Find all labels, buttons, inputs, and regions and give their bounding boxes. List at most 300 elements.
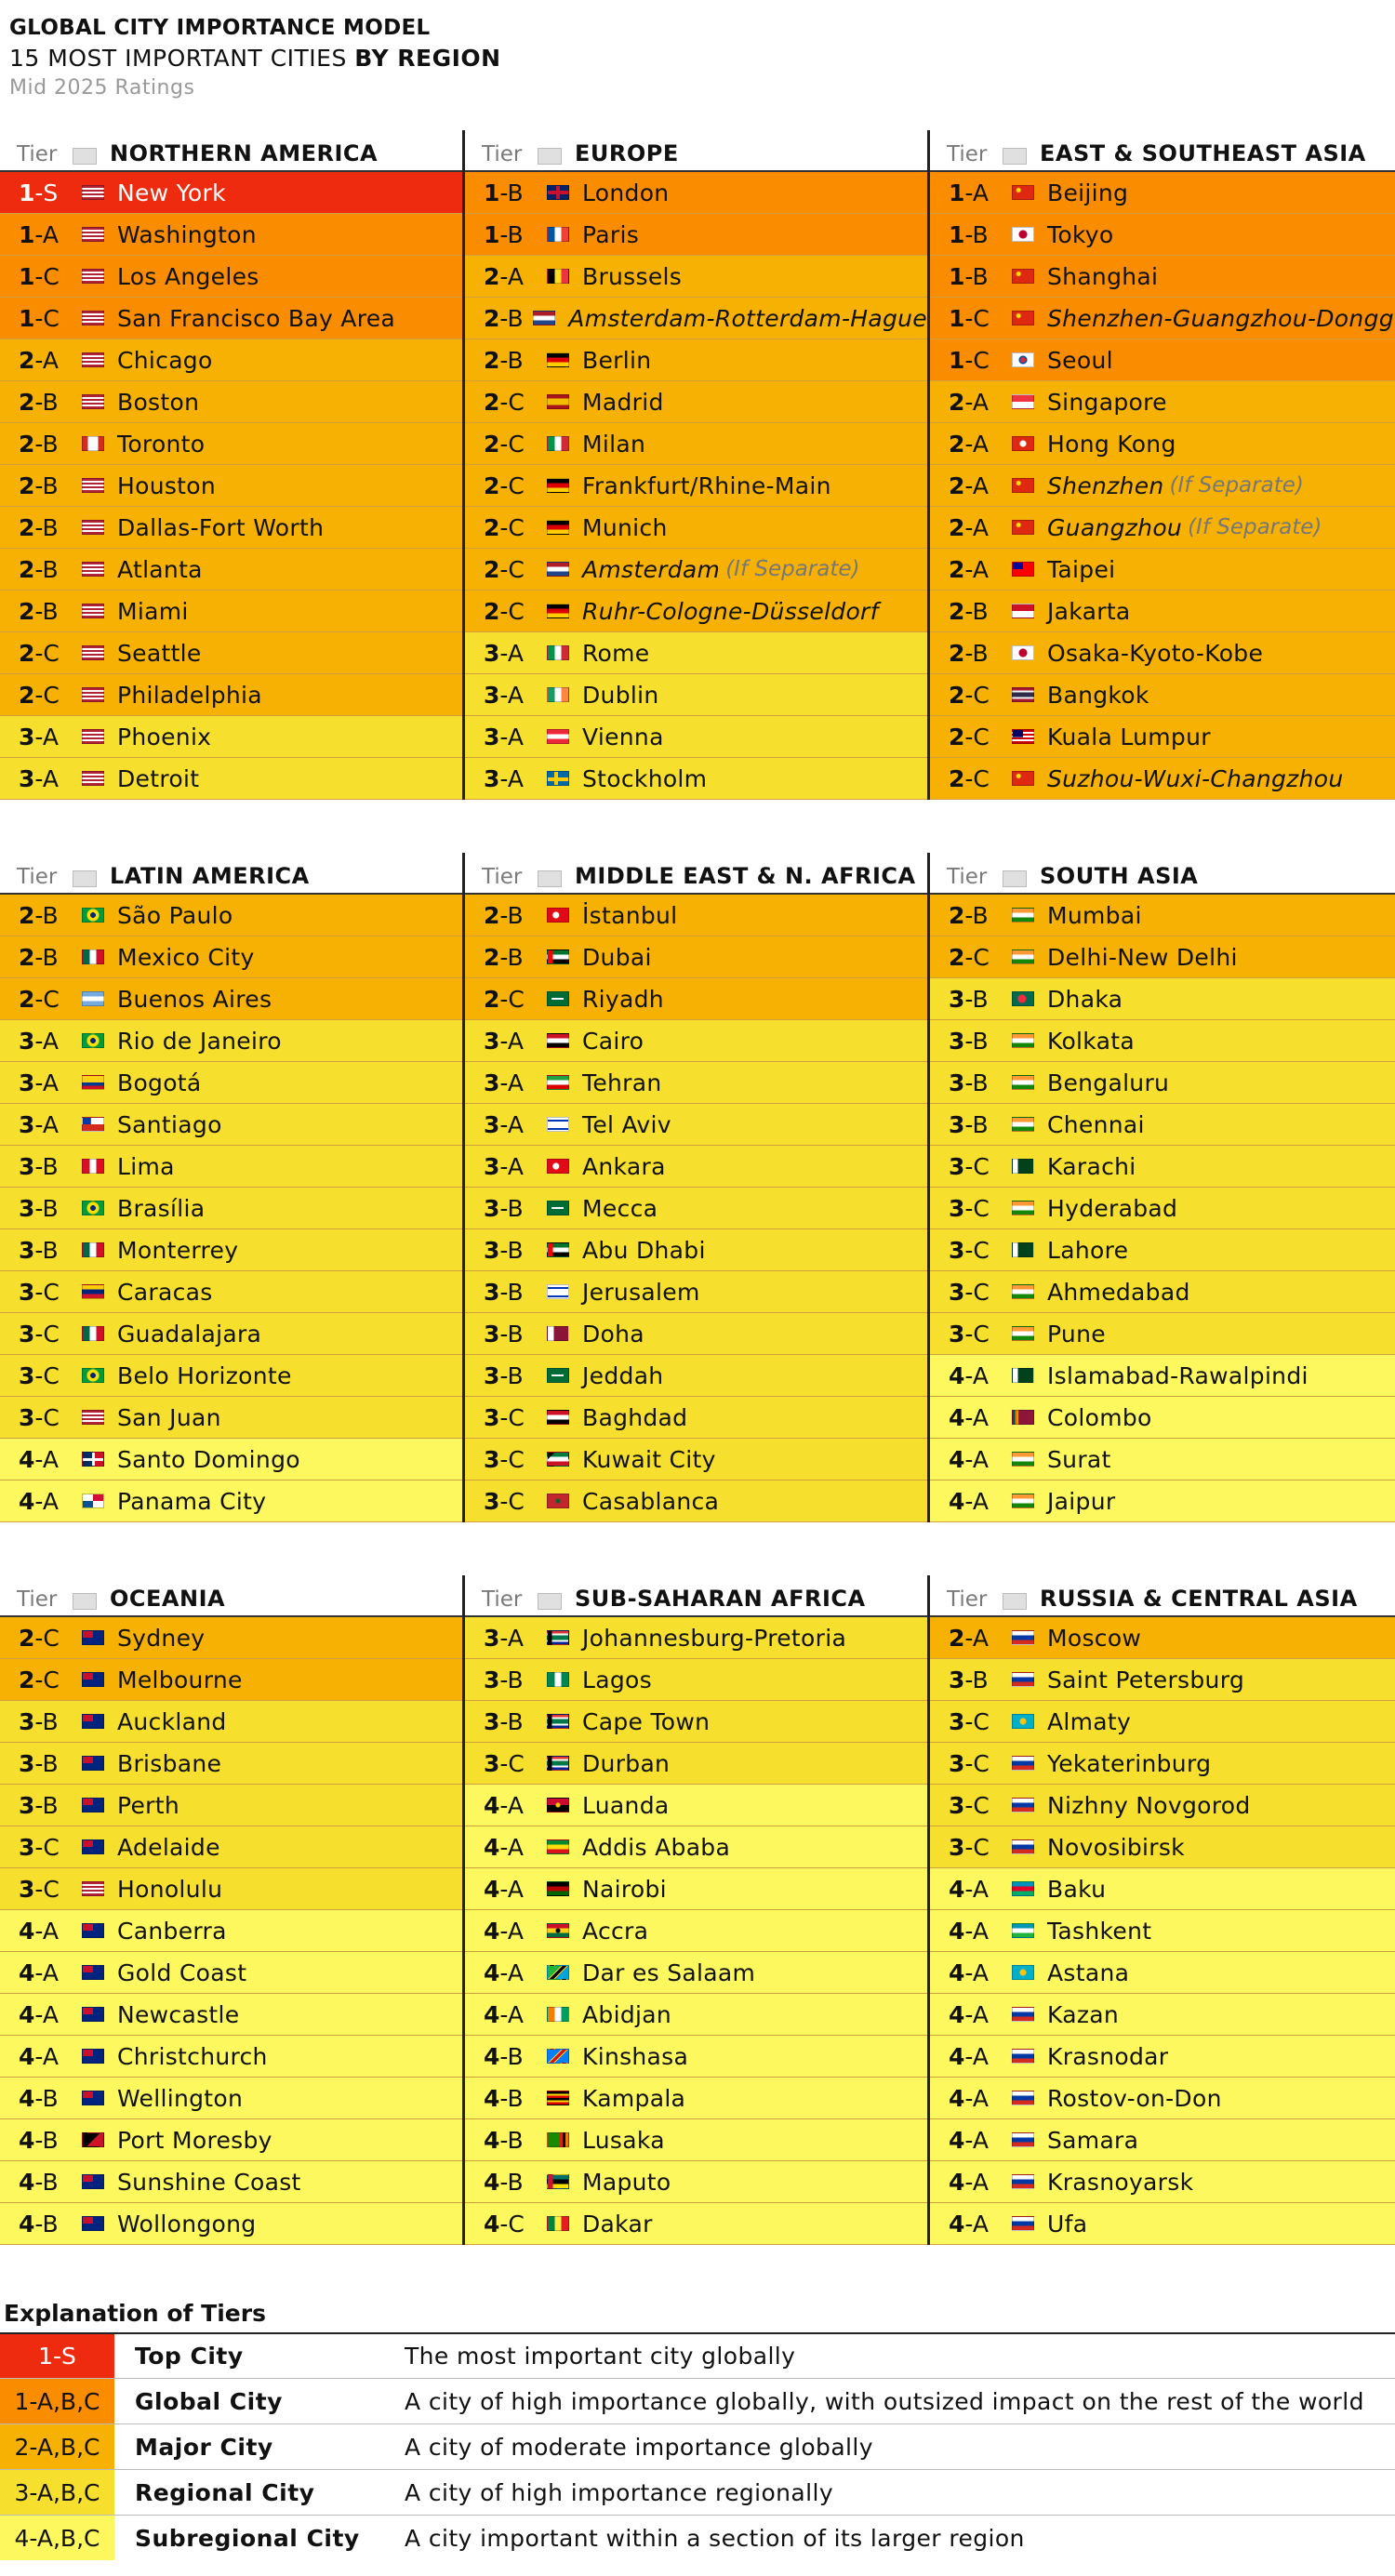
city-name: Moscow — [1047, 1624, 1142, 1652]
it-flag-icon — [547, 436, 569, 451]
city-row — [930, 172, 1395, 214]
subtitle-emphasis: BY REGION — [354, 45, 501, 72]
city-name: Pune — [1047, 1320, 1106, 1348]
region-column — [930, 130, 1395, 800]
city-row — [465, 1229, 927, 1271]
city-name: Newcastle — [117, 2000, 240, 2028]
tier-badge: 3-C — [19, 1320, 60, 1348]
city-name: Shenzhen — [1047, 471, 1164, 499]
tier-badge: 2-B — [19, 430, 59, 458]
tier-badge: 4-A — [19, 1917, 59, 1945]
tier-badge: 4-A — [949, 2084, 989, 2112]
cn-flag-icon — [1012, 478, 1034, 493]
tier-column-label: Tier — [947, 1587, 988, 1612]
city-name: Beijing — [1047, 179, 1129, 206]
city-row — [0, 1104, 462, 1146]
kz-flag-icon — [1012, 1965, 1034, 1980]
in-flag-icon — [1012, 1326, 1034, 1341]
city-name: Jaipur — [1047, 1487, 1116, 1515]
city-row — [465, 2119, 927, 2161]
tier-badge: 4-A — [19, 2042, 59, 2070]
tier-badge: 3-A — [484, 1069, 524, 1096]
zm-flag-icon — [547, 2132, 569, 2147]
tier-badge: 2-C — [19, 681, 60, 709]
eg-flag-icon — [547, 1033, 569, 1048]
tier-badge: 3-B — [484, 1278, 524, 1306]
city-name: Brussels — [582, 262, 683, 290]
ru-flag-icon — [1012, 1839, 1034, 1854]
white-flag-icon — [1003, 148, 1027, 165]
city-row — [0, 1481, 462, 1522]
city-name: Jeddah — [582, 1361, 664, 1389]
city-row — [0, 1743, 462, 1785]
in-flag-icon — [1012, 1117, 1034, 1132]
tz-flag-icon — [547, 1965, 569, 1980]
ie-flag-icon — [547, 687, 569, 702]
bd-flag-icon — [1012, 991, 1034, 1006]
city-row — [465, 758, 927, 800]
tier-badge: 1-A — [19, 220, 59, 248]
region-name: LATIN AMERICA — [110, 863, 310, 889]
region-name: SOUTH ASIA — [1040, 863, 1199, 889]
tier-badge: 4-A — [949, 2210, 989, 2237]
au-flag-icon — [82, 1798, 104, 1812]
tier-badge: 3-A — [484, 1110, 524, 1138]
ru-flag-icon — [1012, 1798, 1034, 1812]
tier-badge: 1-B — [484, 179, 524, 206]
city-row — [930, 895, 1395, 936]
city-row — [465, 716, 927, 758]
tier-badge: 2-A — [949, 1624, 989, 1652]
city-row — [930, 1104, 1395, 1146]
city-name: Stockholm — [582, 764, 708, 792]
tier-badge: 3-A — [19, 1069, 59, 1096]
city-name: São Paulo — [117, 901, 233, 929]
city-row — [0, 1659, 462, 1701]
city-row — [465, 172, 927, 214]
city-row — [0, 1994, 462, 2036]
region-name: NORTHERN AMERICA — [110, 140, 379, 166]
city-name: Lusaka — [582, 2126, 665, 2154]
city-row — [0, 1952, 462, 1994]
tier-badge: 4-A — [484, 1833, 524, 1861]
tier-badge: 2-C — [484, 985, 525, 1013]
us-flag-icon — [82, 604, 104, 618]
region-header — [930, 853, 1395, 895]
pe-flag-icon — [82, 1159, 104, 1174]
ng-flag-icon — [547, 1672, 569, 1687]
city-row — [930, 339, 1395, 381]
region-name: EUROPE — [575, 140, 679, 166]
city-row — [465, 1868, 927, 1910]
city-row — [465, 1701, 927, 1743]
ru-flag-icon — [1012, 1630, 1034, 1645]
ae-flag-icon — [547, 949, 569, 964]
tier-description: A city of high importance regionally — [405, 2478, 834, 2506]
tier-badge: 3-C — [484, 1403, 525, 1431]
il-flag-icon — [547, 1117, 569, 1132]
city-row — [465, 381, 927, 423]
city-row — [930, 1994, 1395, 2036]
tier-name: Global City — [135, 2387, 283, 2415]
in-flag-icon — [1012, 1494, 1034, 1508]
city-row — [465, 2161, 927, 2203]
city-row — [930, 591, 1395, 632]
tier-badge: 2-B — [19, 555, 59, 583]
co-flag-icon — [82, 1075, 104, 1090]
city-row — [0, 507, 462, 549]
tier-badge: 3-C — [484, 1445, 525, 1473]
tier-color-badge: 1-S — [0, 2334, 114, 2378]
de-flag-icon — [547, 520, 569, 535]
region-name: SUB-SAHARAN AFRICA — [575, 1586, 866, 1612]
city-row — [465, 1313, 927, 1355]
tier-badge: 3-A — [19, 1110, 59, 1138]
nz-flag-icon — [82, 2049, 104, 2064]
tier-badge: 3-B — [19, 1194, 59, 1222]
region-section — [0, 853, 1395, 1522]
us-flag-icon — [82, 311, 104, 325]
tier-badge: 2-A — [484, 262, 524, 290]
city-row — [930, 632, 1395, 674]
explanation-row — [0, 2469, 1395, 2515]
page-title: GLOBAL CITY IMPORTANCE MODEL — [9, 16, 431, 40]
ru-flag-icon — [1012, 2132, 1034, 2147]
tier-badge: 3-B — [949, 1666, 989, 1693]
city-row — [465, 1617, 927, 1659]
fr-flag-icon — [547, 227, 569, 242]
za-flag-icon — [547, 1756, 569, 1771]
tier-badge: 2-C — [484, 555, 525, 583]
tier-badge: 4-A — [484, 1917, 524, 1945]
jp-flag-icon — [1012, 227, 1034, 242]
us-flag-icon — [82, 562, 104, 577]
tw-flag-icon — [1012, 562, 1034, 577]
city-name: Cape Town — [582, 1707, 711, 1735]
city-row — [465, 1271, 927, 1313]
city-name: Saint Petersburg — [1047, 1666, 1245, 1693]
explanation-row — [0, 2515, 1395, 2560]
city-row — [0, 2161, 462, 2203]
tier-badge: 2-B — [19, 471, 59, 499]
nl-flag-icon — [533, 311, 555, 325]
city-name: Kuala Lumpur — [1047, 723, 1211, 750]
tier-badge: 4-A — [949, 1361, 989, 1389]
et-flag-icon — [547, 1839, 569, 1854]
us-flag-icon — [82, 269, 104, 284]
tier-badge: 4-A — [949, 2126, 989, 2154]
city-name: Krasnoyarsk — [1047, 2168, 1194, 2196]
city-name: Lima — [117, 1152, 175, 1180]
us-flag-icon — [82, 185, 104, 200]
kz-flag-icon — [1012, 1714, 1034, 1729]
city-name: Tokyo — [1047, 220, 1114, 248]
city-row — [930, 978, 1395, 1020]
city-row — [0, 1062, 462, 1104]
city-name: Johannesburg-Pretoria — [582, 1624, 847, 1652]
city-name: Rostov-on-Don — [1047, 2084, 1222, 2112]
city-name: Novosibirsk — [1047, 1833, 1185, 1861]
city-name: Nizhny Novgorod — [1047, 1791, 1251, 1819]
city-row — [0, 172, 462, 214]
city-row — [930, 1020, 1395, 1062]
city-name: Seattle — [117, 639, 202, 667]
city-name: Gold Coast — [117, 1959, 247, 1986]
au-flag-icon — [82, 1756, 104, 1771]
city-row — [930, 1743, 1395, 1785]
region-name: RUSSIA & CENTRAL ASIA — [1040, 1586, 1358, 1612]
city-name: Seoul — [1047, 346, 1113, 374]
explanation-row — [0, 2378, 1395, 2423]
tier-description: The most important city globally — [405, 2343, 796, 2370]
city-name: Yekaterinburg — [1047, 1749, 1212, 1777]
city-name: Bengaluru — [1047, 1069, 1170, 1096]
city-row — [0, 758, 462, 800]
city-row — [930, 549, 1395, 591]
ma-flag-icon — [547, 1494, 569, 1508]
za-flag-icon — [547, 1714, 569, 1729]
region-header — [0, 1575, 462, 1617]
city-name: Detroit — [117, 764, 200, 792]
city-name: Bangkok — [1047, 681, 1149, 709]
tier-color-badge: 2-A,B,C — [0, 2424, 114, 2469]
ru-flag-icon — [1012, 2049, 1034, 2064]
city-row — [0, 674, 462, 716]
city-name: Dubai — [582, 943, 652, 971]
region-name: MIDDLE EAST & N. AFRICA — [575, 863, 916, 889]
tier-badge: 2-B — [19, 597, 59, 625]
tier-badge: 4-A — [484, 1959, 524, 1986]
region-header — [465, 130, 927, 172]
city-row — [0, 1271, 462, 1313]
city-name: Atlanta — [117, 555, 203, 583]
tier-badge: 2-A — [949, 513, 989, 541]
do-flag-icon — [82, 1452, 104, 1467]
city-name: Astana — [1047, 1959, 1130, 1986]
city-row — [930, 674, 1395, 716]
city-name: Dallas-Fort Worth — [117, 513, 325, 541]
be-flag-icon — [547, 269, 569, 284]
tier-badge: 3-B — [19, 1152, 59, 1180]
white-flag-icon — [73, 870, 97, 887]
city-row — [465, 591, 927, 632]
br-flag-icon — [82, 1201, 104, 1215]
tier-name: Subregional City — [135, 2524, 360, 2552]
city-name: Wellington — [117, 2084, 244, 2112]
city-name: Kuwait City — [582, 1445, 716, 1473]
az-flag-icon — [1012, 1881, 1034, 1896]
in-flag-icon — [1012, 1452, 1034, 1467]
tier-description: A city important within a section of its larger region — [405, 2524, 1025, 2552]
tier-badge: 4-A — [19, 2000, 59, 2028]
city-name: Brasília — [117, 1194, 206, 1222]
region-column — [465, 1575, 930, 2245]
city-row — [465, 1994, 927, 2036]
city-row — [465, 1439, 927, 1481]
city-name: Surat — [1047, 1445, 1111, 1473]
city-name: Karachi — [1047, 1152, 1136, 1180]
ir-flag-icon — [547, 1075, 569, 1090]
tier-color-badge: 1-A,B,C — [0, 2379, 114, 2423]
tier-badge: 3-A — [19, 723, 59, 750]
city-row — [465, 1397, 927, 1439]
tier-badge: 3-A — [484, 639, 524, 667]
city-row — [465, 2036, 927, 2078]
city-row — [465, 1188, 927, 1229]
city-row — [465, 423, 927, 465]
kw-flag-icon — [547, 1452, 569, 1467]
city-name: Santo Domingo — [117, 1445, 300, 1473]
city-name: Cairo — [582, 1027, 644, 1055]
tier-badge: 1-B — [484, 220, 524, 248]
tier-badge: 3-B — [19, 1236, 59, 1264]
city-row — [465, 549, 927, 591]
tier-badge: 4-A — [484, 2000, 524, 2028]
white-flag-icon — [1003, 1593, 1027, 1610]
region-section — [0, 1575, 1395, 2245]
tier-badge: 3-B — [19, 1707, 59, 1735]
city-row — [0, 591, 462, 632]
subtitle-part: 15 MOST IMPORTANT CITIES — [9, 45, 355, 72]
page-subtitle — [9, 43, 501, 74]
tier-badge: 3-C — [19, 1875, 60, 1903]
city-name: Monterrey — [117, 1236, 239, 1264]
city-row — [465, 256, 927, 298]
city-name: Christchurch — [117, 2042, 268, 2070]
sg-flag-icon — [1012, 394, 1034, 409]
city-row — [930, 2161, 1395, 2203]
us-flag-icon — [82, 478, 104, 493]
city-name: Dhaka — [1047, 985, 1123, 1013]
city-row — [465, 632, 927, 674]
tier-badge: 3-A — [484, 681, 524, 709]
city-row — [465, 1952, 927, 1994]
au-flag-icon — [82, 2216, 104, 2231]
au-flag-icon — [82, 1630, 104, 1645]
ca-flag-icon — [82, 436, 104, 451]
tier-badge: 3-B — [484, 1707, 524, 1735]
city-row — [465, 1826, 927, 1868]
city-name: Guadalajara — [117, 1320, 262, 1348]
city-row — [930, 381, 1395, 423]
th-flag-icon — [1012, 687, 1034, 702]
city-name: Mecca — [582, 1194, 658, 1222]
city-row — [930, 1229, 1395, 1271]
tier-badge: 3-C — [484, 1749, 525, 1777]
city-row — [465, 1020, 927, 1062]
region-column — [465, 130, 930, 800]
city-row — [465, 674, 927, 716]
city-row — [930, 1355, 1395, 1397]
region-name: OCEANIA — [110, 1586, 226, 1612]
ru-flag-icon — [1012, 2174, 1034, 2189]
tier-badge: 3-C — [949, 1833, 990, 1861]
city-name: Shenzhen-Guangzhou-Dongg — [1047, 304, 1394, 332]
tier-badge: 2-C — [949, 764, 990, 792]
us-flag-icon — [82, 352, 104, 367]
city-row — [465, 1785, 927, 1826]
de-flag-icon — [547, 478, 569, 493]
gh-flag-icon — [547, 1923, 569, 1938]
tier-badge: 3-B — [949, 1110, 989, 1138]
tier-badge: 4-A — [19, 1445, 59, 1473]
city-name: Santiago — [117, 1110, 222, 1138]
us-flag-icon — [82, 1410, 104, 1425]
city-row — [0, 381, 462, 423]
city-row — [0, 1397, 462, 1439]
us-flag-icon — [82, 394, 104, 409]
city-name: Tehran — [582, 1069, 662, 1096]
tier-badge: 4-B — [484, 2168, 524, 2196]
city-name: Abidjan — [582, 2000, 671, 2028]
white-flag-icon — [538, 870, 562, 887]
tier-badge: 2-C — [484, 513, 525, 541]
white-flag-icon — [538, 1593, 562, 1610]
city-name: Tashkent — [1047, 1917, 1152, 1945]
us-flag-icon — [82, 1881, 104, 1896]
city-name: Dakar — [582, 2210, 653, 2237]
region-column — [465, 853, 930, 1522]
tier-badge: 4-A — [949, 1875, 989, 1903]
in-flag-icon — [1012, 908, 1034, 923]
tier-badge: 4-A — [484, 1875, 524, 1903]
city-row — [465, 214, 927, 256]
city-note: (If Separate) — [725, 557, 860, 581]
my-flag-icon — [1012, 729, 1034, 744]
city-name: Ufa — [1047, 2210, 1088, 2237]
tier-badge: 2-A — [949, 555, 989, 583]
city-row — [930, 2078, 1395, 2119]
tier-badge: 3-A — [484, 1027, 524, 1055]
city-name: Shanghai — [1047, 262, 1159, 290]
city-name: Munich — [582, 513, 668, 541]
city-name: Mumbai — [1047, 901, 1142, 929]
tier-badge: 4-A — [19, 1487, 59, 1515]
tier-badge: 4-A — [19, 1959, 59, 1986]
city-row — [930, 1659, 1395, 1701]
tier-badge: 1-C — [949, 346, 990, 374]
city-name: Lahore — [1047, 1236, 1129, 1264]
city-row — [930, 507, 1395, 549]
in-flag-icon — [1012, 1284, 1034, 1299]
city-name: Jakarta — [1047, 597, 1131, 625]
tier-badge: 3-B — [484, 1320, 524, 1348]
city-name: Vienna — [582, 723, 664, 750]
city-row — [465, 1910, 927, 1952]
tier-badge: 2-B — [949, 597, 989, 625]
in-flag-icon — [1012, 949, 1034, 964]
city-row — [930, 423, 1395, 465]
city-name: Buenos Aires — [117, 985, 272, 1013]
city-row — [930, 1062, 1395, 1104]
ao-flag-icon — [547, 1798, 569, 1812]
qa-flag-icon — [547, 1326, 569, 1341]
city-row — [930, 936, 1395, 978]
region-section — [0, 130, 1395, 800]
us-flag-icon — [82, 687, 104, 702]
city-row — [0, 1229, 462, 1271]
tier-badge: 4-B — [19, 2084, 59, 2112]
city-name: Houston — [117, 471, 217, 499]
city-row — [930, 2036, 1395, 2078]
city-name: Panama City — [117, 1487, 267, 1515]
city-name: Taipei — [1047, 555, 1116, 583]
city-row — [930, 1481, 1395, 1522]
city-row — [0, 716, 462, 758]
tier-badge: 2-A — [949, 388, 989, 416]
tier-badge: 4-A — [949, 1917, 989, 1945]
city-name: Krasnodar — [1047, 2042, 1169, 2070]
